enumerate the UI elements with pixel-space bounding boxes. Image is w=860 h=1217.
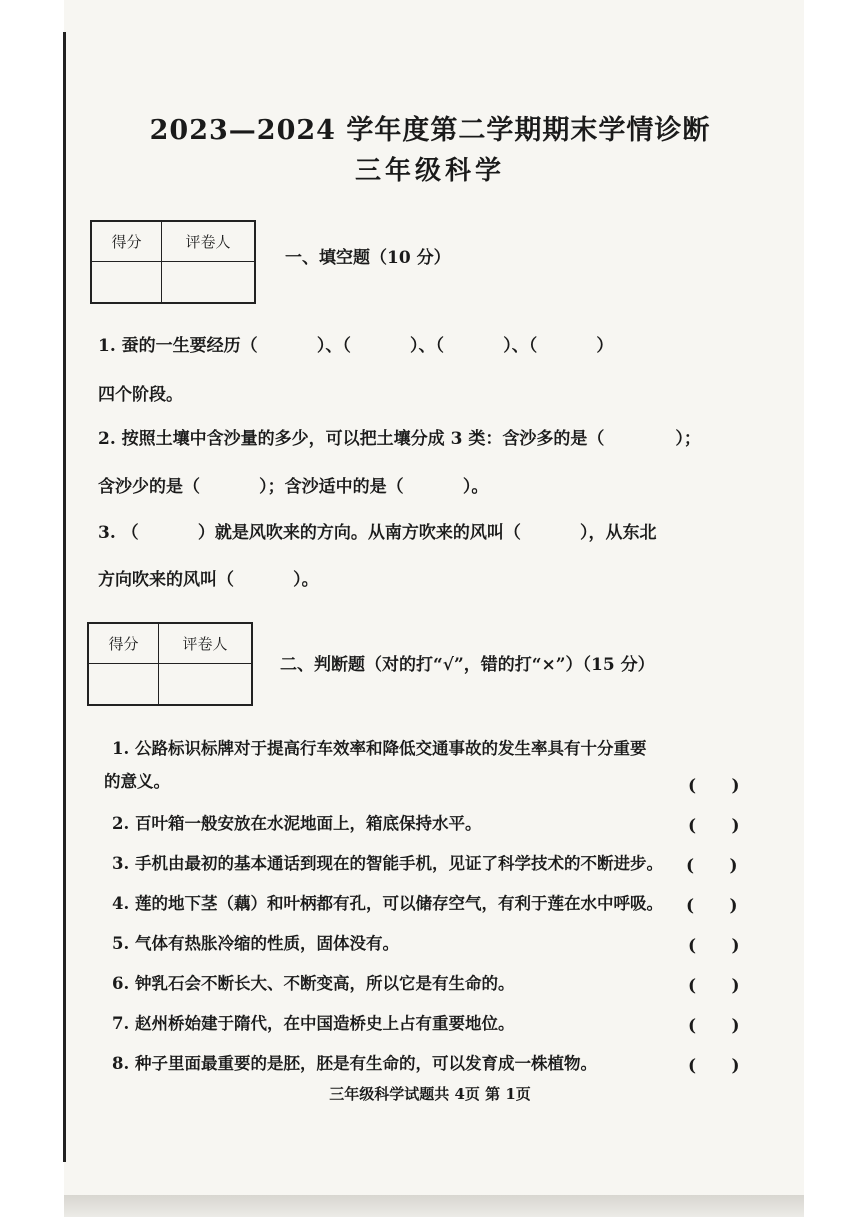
grader-cell[interactable] bbox=[162, 262, 254, 302]
score-box bbox=[90, 220, 256, 304]
judge-item: 8. 种子里面最重要的是胚，胚是有生命的，可以发育成一株植物。 bbox=[112, 1054, 597, 1073]
page-subtitle: 三年级科学 bbox=[354, 156, 505, 186]
grader-label: 评卷人 bbox=[162, 222, 254, 262]
answer-blank[interactable]: ( ) bbox=[686, 856, 738, 876]
answer-blank[interactable]: ( ) bbox=[688, 816, 740, 836]
answer-blank[interactable]: ( ) bbox=[688, 1056, 740, 1076]
score-cell[interactable] bbox=[89, 664, 159, 704]
question-line: 3. （ ）就是风吹来的方向。从南方吹来的风叫（ ），从东北 bbox=[98, 523, 657, 543]
section-heading: 一、填空题（10 分） bbox=[285, 248, 451, 268]
answer-blank[interactable]: ( ) bbox=[688, 976, 740, 996]
scan-shadow bbox=[64, 1195, 804, 1217]
answer-blank[interactable]: ( ) bbox=[688, 776, 740, 796]
question-line: 含沙少的是（ ）；含沙适中的是（ ）。 bbox=[98, 477, 489, 497]
judge-item: 4. 莲的地下茎（藕）和叶柄都有孔，可以储存空气，有利于莲在水中呼吸。 bbox=[112, 894, 663, 913]
question-line: 方向吹来的风叫（ ）。 bbox=[98, 570, 319, 590]
answer-blank[interactable]: ( ) bbox=[688, 936, 740, 956]
judge-item: 3. 手机由最初的基本通话到现在的智能手机，见证了科学技术的不断进步。 bbox=[112, 854, 663, 873]
score-label: 得分 bbox=[92, 222, 162, 262]
judge-item: 7. 赵州桥始建于隋代，在中国造桥史上占有重要地位。 bbox=[112, 1014, 515, 1033]
judge-item: 1. 公路标识标牌对于提高行车效率和降低交通事故的发生率具有十分重要 bbox=[112, 739, 647, 758]
judge-item: 5. 气体有热胀冷缩的性质，固体没有。 bbox=[112, 934, 399, 953]
question-line: 2. 按照土壤中含沙量的多少，可以把土壤分成 3 类：含沙多的是（ ）； bbox=[98, 429, 701, 449]
question-line: 1. 蚕的一生要经历（ ）、（ ）、（ ）、（ ） bbox=[98, 336, 614, 356]
answer-blank[interactable]: ( ) bbox=[686, 896, 738, 916]
page-footer: 三年级科学试题共 4页 第 1页 bbox=[329, 1085, 531, 1103]
question-line: 四个阶段。 bbox=[98, 385, 183, 405]
page-title: 2023—2024 学年度第二学期期末学情诊断 bbox=[149, 115, 711, 146]
judge-item: 2. 百叶箱一般安放在水泥地面上，箱底保持水平。 bbox=[112, 814, 482, 833]
score-cell[interactable] bbox=[92, 262, 162, 302]
grader-label: 评卷人 bbox=[159, 624, 251, 664]
scan-edge bbox=[63, 32, 66, 1162]
judge-item: 的意义。 bbox=[104, 772, 170, 791]
grader-cell[interactable] bbox=[159, 664, 251, 704]
score-box bbox=[87, 622, 253, 706]
answer-blank[interactable]: ( ) bbox=[688, 1016, 740, 1036]
judge-item: 6. 钟乳石会不断长大、不断变高，所以它是有生命的。 bbox=[112, 974, 515, 993]
section-heading: 二、判断题（对的打“√”，错的打“×”）（15 分） bbox=[280, 655, 655, 675]
score-label: 得分 bbox=[89, 624, 159, 664]
